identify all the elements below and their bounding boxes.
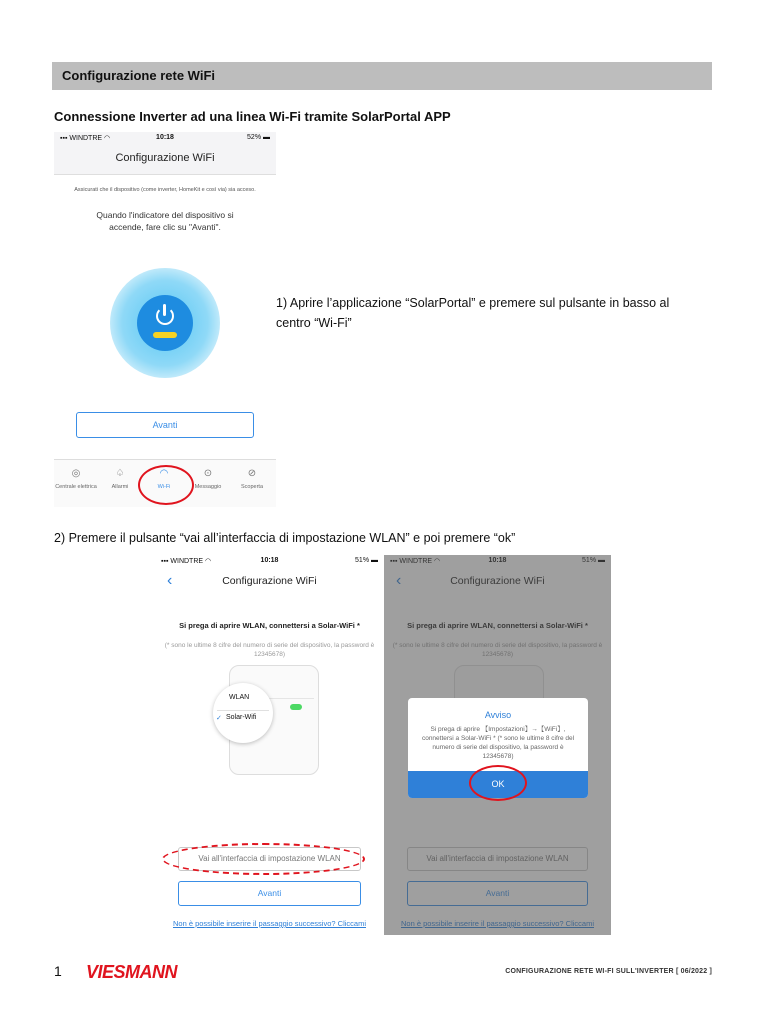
page-number: 1 [54, 963, 62, 979]
brand-logo: VIESMANN [86, 962, 178, 982]
next-button[interactable]: Avanti [178, 881, 361, 906]
power-instruction: Quando l'indicatore del dispositivo si accende, fare clic su "Avanti". [96, 210, 234, 232]
tab-power-station[interactable]: ◎ Centrale elettrica [55, 468, 97, 490]
step-1-text: 1) Aprire l’applicazione “SolarPortal” e premere sul pulsante in basso al centro “Wi-Fi” [276, 296, 670, 330]
ok-button-highlight [469, 765, 527, 801]
step-2-text: 2) Premere il pulsante “vai all’interfaccia di impostazione WLAN” e poi premere “ok” [54, 531, 516, 545]
solar-wifi-label: Solar-Wifi [226, 714, 257, 721]
tab-wifi[interactable]: ◠ Wi-Fi [157, 468, 171, 490]
wlan-label: WLAN [229, 694, 250, 701]
power-icon-bar [163, 304, 166, 316]
carrier-label: ▪▪▪ WINDTRE ◠ [60, 135, 111, 142]
bell-icon: ♤ [115, 468, 125, 479]
wlan-settings-button[interactable]: Vai all'interfaccia di impostazione WLAN [178, 847, 361, 871]
section-title: Configurazione rete WiFi [62, 68, 215, 83]
back-chevron-icon[interactable]: ‹ [167, 572, 173, 589]
power-station-icon: ◎ [71, 468, 81, 479]
wlan-button-highlight [162, 843, 365, 875]
wlan-zoom-circle [213, 683, 273, 743]
dialog-message: Si prega di aprire 【Impostazioni】→【WiFi】, connettersi a Solar-WiFi * (* sono le ultime 8 cifre del numero di serie del dispositivo, la password è 12345678) [421, 726, 575, 760]
footer-doc-title: CONFIGURAZIONE RETE WI-FI SULL'INVERTER [ 06/2022 ] [505, 968, 712, 975]
help-link[interactable]: Non è possibile inserire il passaggio successivo? Cliccami [172, 919, 366, 928]
next-button[interactable]: Avanti [76, 412, 254, 438]
carrier-label: ▪▪▪ WINDTRE ◠ [161, 558, 212, 565]
status-bar [155, 555, 384, 567]
phone-screenshot-1 [54, 132, 276, 507]
screen-title: Configurazione WiFi [222, 575, 317, 587]
tab-discover[interactable]: ⊘ Scoperta [240, 468, 263, 490]
status-time: 10:18 [260, 557, 279, 564]
power-indicator-graphic [110, 268, 220, 378]
document-subtitle: Connessione Inverter ad una linea Wi-Fi tramite SolarPortal APP [54, 109, 451, 124]
toggle-switch-icon [290, 704, 302, 710]
power-note: Assicurati che il dispositivo (come inverter, HomeKit e così via) sia acceso. [74, 187, 256, 193]
tab-messages[interactable]: ⊙ Messaggio [194, 468, 222, 490]
content-area [54, 175, 276, 465]
tab-alarms[interactable]: ♤ Allarmi [111, 468, 129, 490]
dialog-title: Avviso [484, 710, 512, 720]
led-indicator [153, 332, 177, 338]
compass-icon: ⊘ [247, 468, 257, 479]
phone-screenshot-2 [155, 555, 384, 935]
wifi-tab-highlight [138, 465, 194, 505]
phone-screenshot-3 [384, 555, 611, 935]
section-header-bar [52, 62, 712, 90]
check-icon: ✓ [216, 715, 222, 722]
status-bar [54, 132, 276, 144]
battery-indicator: 51% ▬ [355, 557, 378, 564]
zoom-divider [217, 710, 269, 711]
wlan-headline: Si prega di aprire WLAN, connettersi a Solar-WiFi * [179, 621, 360, 630]
serial-note: (* sono le ultime 8 cifre del numero di serie del dispositivo, la password è 12345678) [164, 642, 375, 658]
wifi-icon: ◠ [159, 468, 169, 479]
power-button [137, 295, 193, 351]
ok-button-label: OK [491, 779, 505, 789]
status-time: 10:18 [156, 134, 174, 141]
message-icon: ⊙ [203, 468, 213, 479]
screen-title: Configurazione WiFi [115, 152, 215, 164]
battery-indicator: 52% ▬ [247, 134, 270, 141]
